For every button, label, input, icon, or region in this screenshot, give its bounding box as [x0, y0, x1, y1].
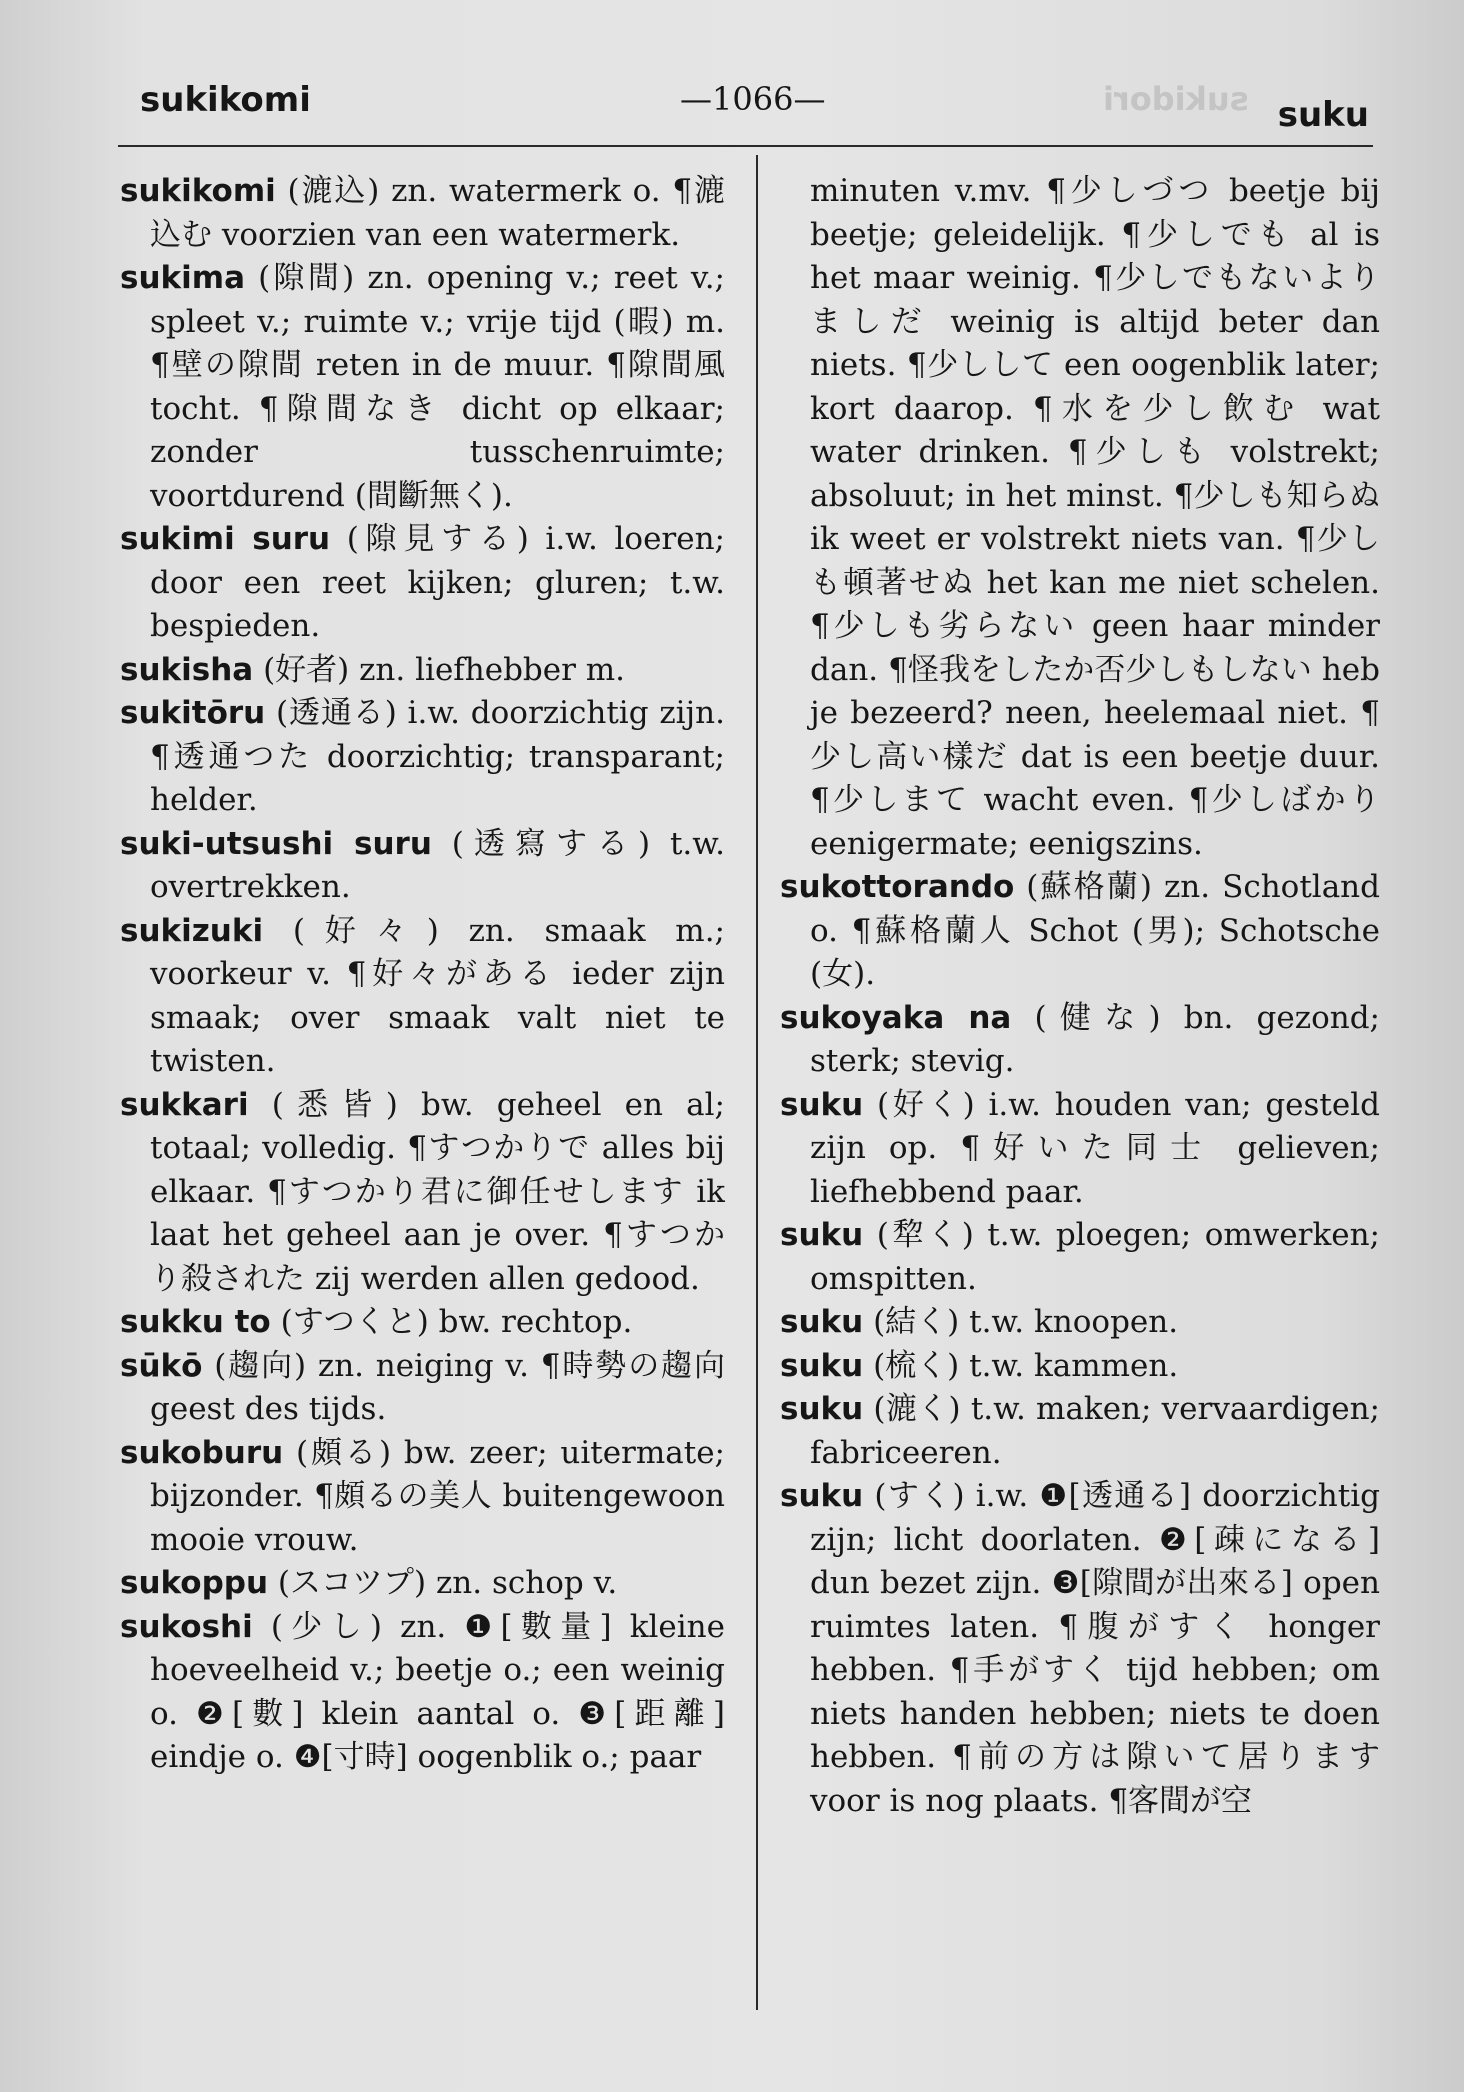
- entry-definition: (漉く) t.w. maken; vervaardigen; fabriceeren.: [810, 1391, 1380, 1471]
- entry-headword: sukkari: [120, 1086, 249, 1123]
- entry-headword: suku: [780, 1304, 864, 1340]
- entry-headword: sukottorando: [780, 869, 1015, 905]
- entry-definition: (蘇格蘭) zn. Schotland o. ¶蘇格蘭人 Schot (男); Schotsche (女).: [810, 869, 1380, 992]
- dictionary-entry: [120, 1606, 725, 1780]
- entry-definition: (結く) t.w. knoopen.: [873, 1304, 1179, 1340]
- right-column: [780, 170, 1380, 2030]
- dictionary-entry: [120, 518, 725, 649]
- header-rule: [118, 145, 1373, 147]
- dictionary-entry: [120, 649, 725, 693]
- entry-definition: (透寫する) t.w. overtrekken.: [150, 825, 725, 905]
- entry-definition: (透通る) i.w. doorzichtig zijn. ¶透通つた doorzichtig; transparant; helder.: [150, 695, 725, 818]
- mirrored-bleed-text: sukidori: [1103, 80, 1249, 118]
- entry-definition: (スコツプ) zn. schop v.: [277, 1565, 618, 1601]
- entry-headword: suku: [780, 1347, 864, 1384]
- entry-definition: (犂く) t.w. ploegen; omwerken; omspitten.: [810, 1217, 1380, 1297]
- dictionary-entry: [120, 692, 725, 823]
- entry-definition: (少し) zn. ❶[數量] kleine hoeveelheid v.; beetje o.; een weinig o. ❷[數] klein aantal o. ❸[距離] eindje o. ❹[寸時] oogenblik o.; paar: [150, 1608, 725, 1775]
- entry-definition: (頗る) bw. zeer; uitermate; bijzonder. ¶頗るの美人 buitengewoon mooie vrouw.: [150, 1434, 725, 1558]
- dictionary-entry: [780, 997, 1380, 1084]
- entry-headword: suku: [780, 1478, 864, 1514]
- entry-headword: sukoppu: [120, 1565, 269, 1601]
- entry-headword: sukima: [120, 260, 245, 296]
- dictionary-entry: [120, 170, 725, 257]
- left-column: [120, 170, 725, 2030]
- dictionary-entry: [780, 1475, 1380, 1823]
- entry-headword: sukikomi: [120, 173, 276, 209]
- entry-definition: (好く) i.w. houden van; gesteld zijn op. ¶好いた同士 gelieven; liefhebbend paar.: [810, 1086, 1380, 1210]
- dictionary-entry: [780, 1084, 1380, 1215]
- entry-headword: sukizuki: [120, 912, 264, 949]
- dictionary-entry: [120, 1301, 725, 1345]
- dictionary-entry: [120, 1562, 725, 1606]
- entry-headword: sukimi suru: [120, 521, 331, 557]
- entry-headword: sūkō: [120, 1347, 203, 1384]
- dictionary-entry: [780, 866, 1380, 997]
- entry-definition: (隙見する) i.w. loeren; door een reet kijken; gluren; t.w. bespieden.: [150, 521, 725, 644]
- entry-definition: (好者) zn. liefhebber m.: [263, 651, 626, 688]
- entry-headword: sukisha: [120, 651, 254, 688]
- entry-headword: suku: [780, 1391, 864, 1427]
- dictionary-entry: [780, 170, 1380, 866]
- entry-headword: sukoburu: [120, 1434, 284, 1471]
- column-divider: [756, 155, 758, 2010]
- entry-headword: suki-utsushi suru: [120, 825, 432, 862]
- entry-definition: (悉皆) bw. geheel en al; totaal; volledig. ¶すつかりで alles bij elkaar. ¶すつかり君に御任せします ik laat het geheel aan je over. ¶すつかり殺された zij werden allen gedood.: [150, 1086, 725, 1297]
- dictionary-entry: [780, 1345, 1380, 1389]
- entry-headword: sukitōru: [120, 695, 266, 731]
- dictionary-entry: [780, 1301, 1380, 1345]
- entry-definition: (健な) bn. gezond; sterk; stevig.: [810, 999, 1380, 1079]
- dictionary-entry: [120, 1432, 725, 1563]
- dictionary-entry: [780, 1388, 1380, 1475]
- page-number: —1066—: [680, 80, 826, 118]
- dictionary-entry: [120, 823, 725, 910]
- header-right-guide-word: suku: [1277, 95, 1369, 135]
- entry-definition: (漉込) zn. watermerk o. ¶漉込む voorzien van een watermerk.: [150, 173, 725, 253]
- entry-definition: minuten v.mv. ¶少しづつ beetje bij beetje; geleidelijk. ¶少しでも al is het maar weinig. ¶少しでもないよりましだ weinig is altijd beter dan niets. ¶少しして een oogenblik later; kort daarop. ¶水を少し飲む wat water drinken. ¶少しも volstrekt; absoluut; in het minst. ¶少しも知らぬ ik weet er volstrekt niets van. ¶少しも頓著せぬ het kan me niet schelen. ¶少しも劣らない geen haar minder dan. ¶怪我をしたか否少しもしない heb je bezeerd? neen, heelemaal niet. ¶少し高い樣だ dat is een beetje duur. ¶少しまて wacht even. ¶少しばかり eenigermate; eenigszins.: [810, 173, 1380, 862]
- entry-definition: (すつくと) bw. rechtop.: [280, 1304, 633, 1340]
- dictionary-entry: [120, 1084, 725, 1302]
- entry-headword: suku: [780, 1217, 864, 1253]
- entry-definition: (梳く) t.w. kammen.: [873, 1347, 1179, 1384]
- dictionary-entry: [120, 1345, 725, 1432]
- entry-definition: (すく) i.w. ❶[透通る] doorzichtig zijn; licht doorlaten. ❷[疎になる] dun bezet zijn. ❸[隙間が出來る] open ruimtes laten. ¶腹がすく honger hebben. ¶手がすく tijd hebben; om niets handen hebben; niets te doen hebben. ¶前の方は隙いて居ります voor is nog plaats. ¶客間が空: [810, 1478, 1380, 1819]
- dictionary-entry: [120, 257, 725, 518]
- header-left-guide-word: sukikomi: [140, 80, 311, 120]
- entry-headword: sukku to: [120, 1304, 271, 1340]
- entry-definition: (趨向) zn. neiging v. ¶時勢の趨向 geest des tijds.: [150, 1347, 725, 1427]
- entry-definition: (隙間) zn. opening v.; reet v.; spleet v.; ruimte v.; vrije tijd (暇) m. ¶壁の隙間 reten in de muur. ¶隙間風 tocht. ¶隙間なき dicht op elkaar; zonder tusschenruimte; voortdurend (間斷無く).: [150, 260, 725, 514]
- entry-definition: (好々) zn. smaak m.; voorkeur v. ¶好々がある ieder zijn smaak; over smaak valt niet te twisten.: [150, 912, 725, 1079]
- entry-headword: suku: [780, 1086, 864, 1123]
- entry-headword: sukoshi: [120, 1608, 253, 1645]
- entry-headword: sukoyaka na: [780, 999, 1012, 1036]
- dictionary-entry: [120, 910, 725, 1084]
- dictionary-entry: [780, 1214, 1380, 1301]
